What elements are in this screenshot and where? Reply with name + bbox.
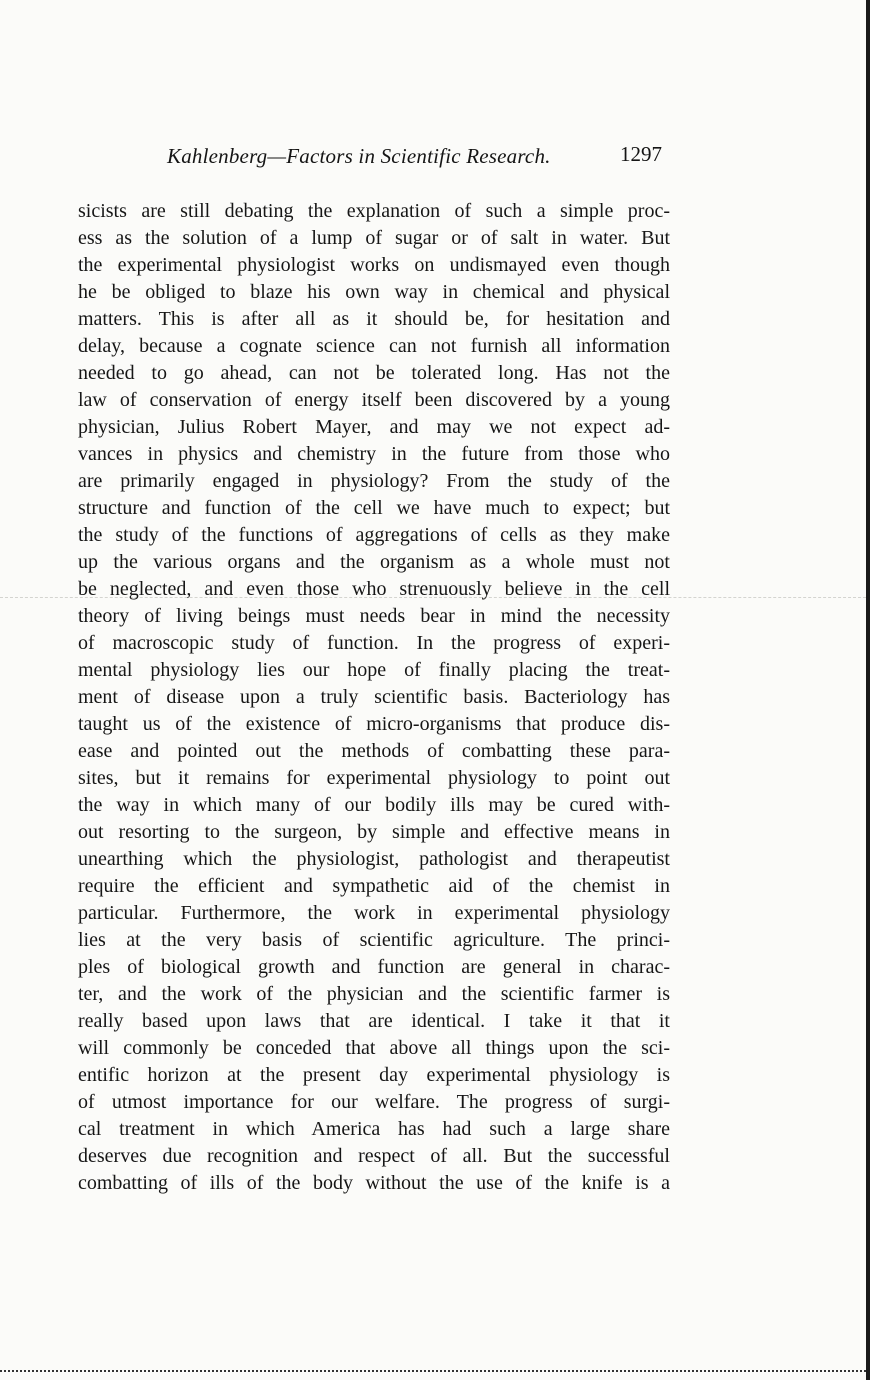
text-line: are primarily engaged in physiology? From the study of the xyxy=(78,470,670,492)
text-line: theory of living beings must needs bear in mind the necessity xyxy=(78,605,670,627)
text-line: mental physiology lies our hope of finally placing the treat- xyxy=(78,659,670,681)
text-line: up the various organs and the organism as a whole must not xyxy=(78,551,670,573)
text-line: ples of biological growth and function are general in charac- xyxy=(78,956,670,978)
text-line: the way in which many of our bodily ills may be cured with- xyxy=(78,794,670,816)
text-line: of macroscopic study of function. In the progress of experi- xyxy=(78,632,670,654)
page-bottom-edge xyxy=(0,1370,868,1375)
body-text xyxy=(78,198,670,1197)
text-line: the experimental physiologist works on undismayed even though xyxy=(78,254,670,276)
text-line: require the efficient and sympathetic aid of the chemist in xyxy=(78,875,670,897)
running-head: Kahlenberg—Factors in Scientific Research. xyxy=(167,144,551,168)
text-line: will commonly be conceded that above all things upon the sci- xyxy=(78,1037,670,1059)
right-margin xyxy=(870,0,879,1380)
text-line: ter, and the work of the physician and the scientific farmer is xyxy=(78,983,670,1005)
text-line: be neglected, and even those who strenuously believe in the cell xyxy=(78,578,670,600)
text-line: structure and function of the cell we have much to expect; but xyxy=(78,497,670,519)
text-line: law of conservation of energy itself been discovered by a young xyxy=(78,389,670,411)
text-line: vances in physics and chemistry in the future from those who xyxy=(78,443,670,465)
text-line: really based upon laws that are identical. I take it that it xyxy=(78,1010,670,1032)
text-line: matters. This is after all as it should be, for hesitation and xyxy=(78,308,670,330)
text-line: combatting of ills of the body without the use of the knife is a xyxy=(78,1172,670,1194)
text-line: ment of disease upon a truly scientific basis. Bacteriology has xyxy=(78,686,670,708)
text-line: he be obliged to blaze his own way in chemical and physical xyxy=(78,281,670,303)
text-line: particular. Furthermore, the work in experimental physiology xyxy=(78,902,670,924)
text-line: physician, Julius Robert Mayer, and may we not expect ad- xyxy=(78,416,670,438)
text-line: needed to go ahead, can not be tolerated long. Has not the xyxy=(78,362,670,384)
text-line: out resorting to the surgeon, by simple and effective means in xyxy=(78,821,670,843)
text-line: cal treatment in which America has had such a large share xyxy=(78,1118,670,1140)
text-line: ease and pointed out the methods of combatting these para- xyxy=(78,740,670,762)
text-line: deserves due recognition and respect of all. But the successful xyxy=(78,1145,670,1167)
text-line: of utmost importance for our welfare. The progress of surgi- xyxy=(78,1091,670,1113)
text-line: the study of the functions of aggregations of cells as they make xyxy=(78,524,670,546)
text-line: sites, but it remains for experimental physiology to point out xyxy=(78,767,670,789)
page-number: 1297 xyxy=(620,142,662,166)
text-line: unearthing which the physiologist, pathologist and therapeutist xyxy=(78,848,670,870)
text-line: taught us of the existence of micro-organisms that produce dis- xyxy=(78,713,670,735)
text-line: ess as the solution of a lump of sugar or of salt in water. But xyxy=(78,227,670,249)
text-line: entific horizon at the present day experimental physiology is xyxy=(78,1064,670,1086)
text-line: sicists are still debating the explanation of such a simple proc- xyxy=(78,200,670,222)
text-line: lies at the very basis of scientific agriculture. The princi- xyxy=(78,929,670,951)
text-line: delay, because a cognate science can not furnish all information xyxy=(78,335,670,357)
